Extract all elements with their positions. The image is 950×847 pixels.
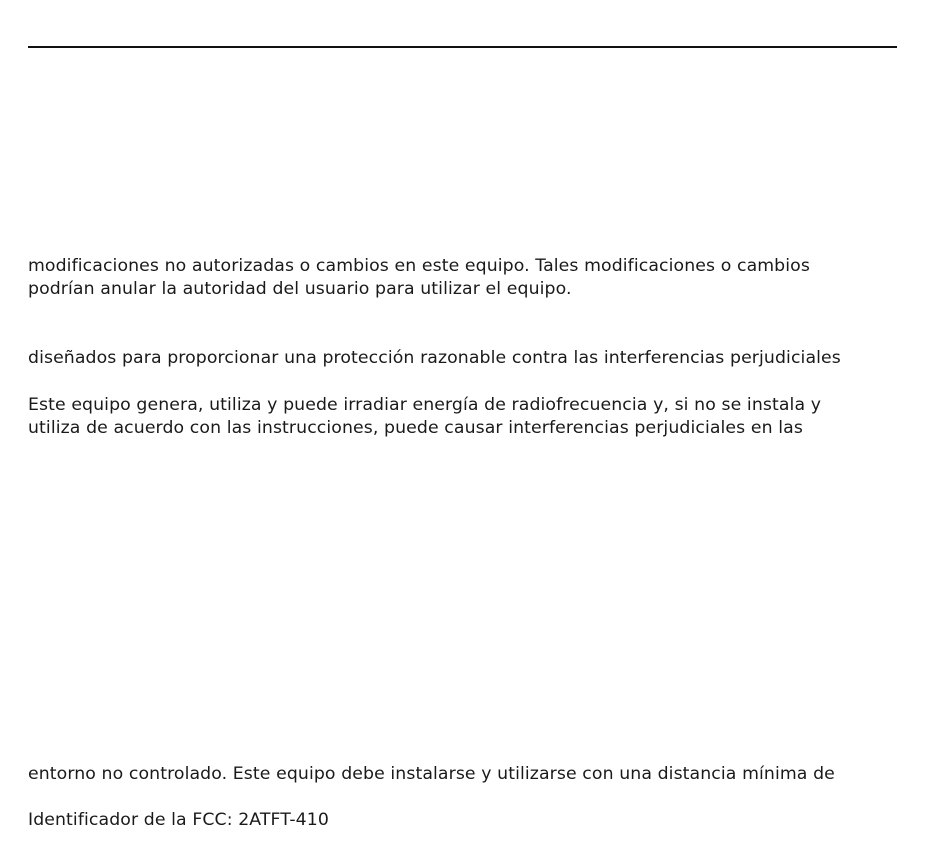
paragraph-protection	[28, 347, 928, 370]
text-line: modificaciones no autorizadas o cambios en este equipo. Tales modificaciones o cambios	[28, 256, 810, 276]
text-line: utiliza de acuerdo con las instrucciones, puede causar interferencias perjudiciales en las	[28, 418, 803, 438]
text-line: entorno no controlado. Este equipo debe instalarse y utilizarse con una distancia mínima de	[28, 764, 835, 784]
text-line: podrían anular la autoridad del usuario para utilizar el equipo.	[28, 279, 572, 299]
fcc-identifier	[28, 809, 928, 832]
paragraph-modifications	[28, 255, 928, 301]
text-line: diseñados para proporcionar una protección razonable contra las interferencias perjudiciales	[28, 348, 841, 368]
paragraph-environment	[28, 763, 928, 786]
paragraph-radiofrequency	[28, 394, 928, 440]
header-divider	[28, 46, 897, 48]
text-line: Este equipo genera, utiliza y puede irradiar energía de radiofrecuencia y, si no se instala y	[28, 395, 822, 415]
text-line: Identificador de la FCC: 2ATFT-410	[28, 810, 329, 830]
